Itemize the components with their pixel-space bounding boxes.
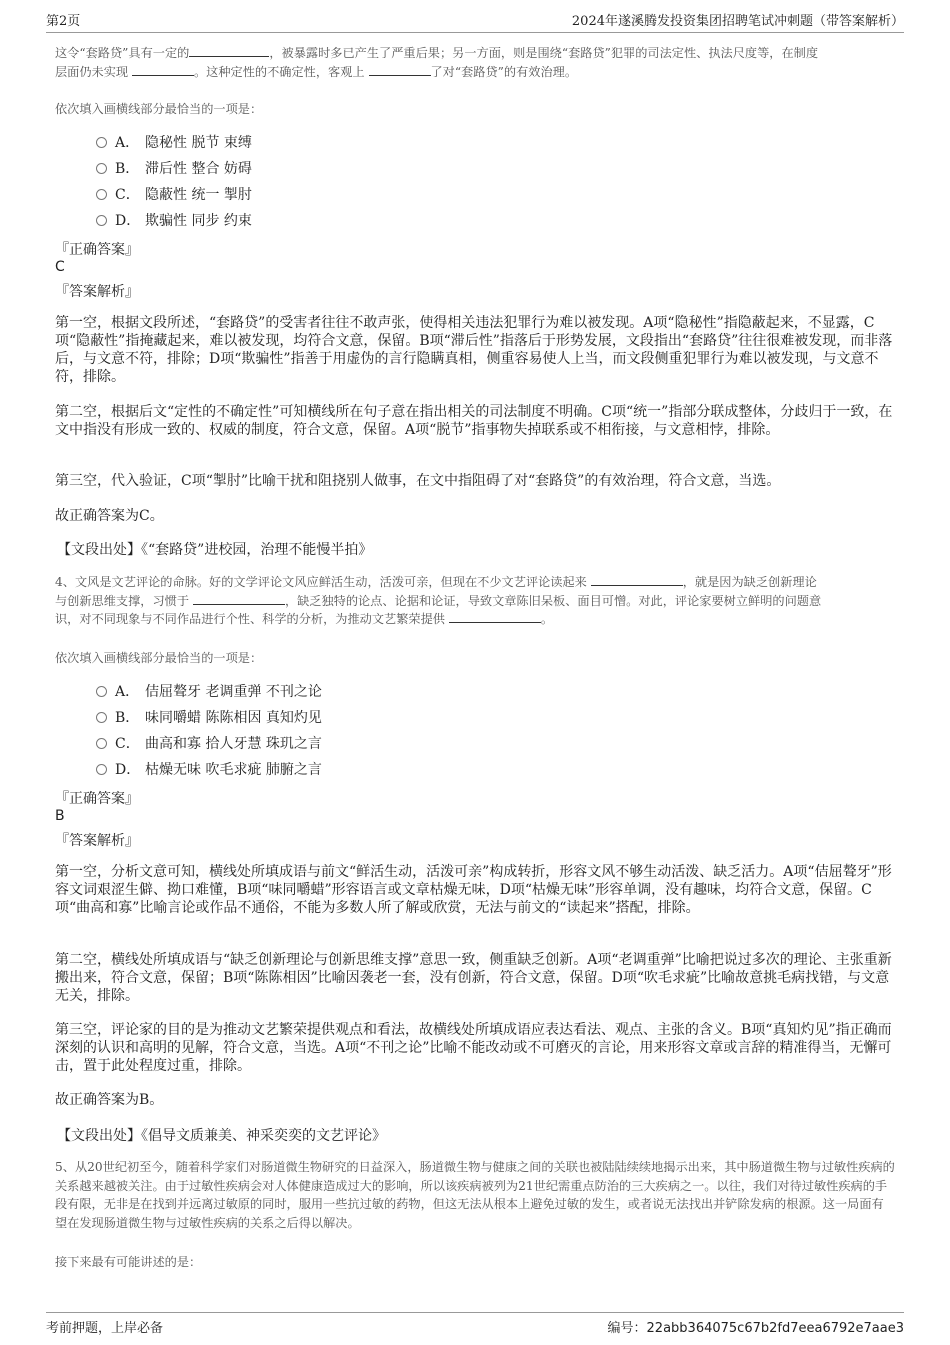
q4-analysis-1: 第一空，分析文意可知，横线处所填成语与前文“鲜活生动，活泼可亲”构成转折，形容文风不够生动活泼、缺乏活力。A项“佶屈聱牙”形容文词艰涩生僻、拗口难懂，B项“味同嚼蜡”形容语言或文章枯燥无味，D项“枯燥无味”形容单调，没有趣味，均符合文意，保留。C项“曲高和寡”比喻言论或作品不通俗，不能为多数人所了解或欣赏，无法与前文的“读起来”搭配，排除。 [55, 864, 892, 916]
q4-text-4: ，缺乏独特的论点、论据和论证，导致文章陈旧呆板、面目可憎。对此，评论家要树立鲜明的问题意 [284, 593, 822, 608]
q5-passage: 5、从20世纪初至今，随着科学家们对肠道微生物研究的日益深入，肠道微生物与健康之间的关联也被陆陆续续地揭示出来，其中肠道微生物与过敏性疾病的关系越来越被关注。由于过敏性疾病会对人体健康造成过大的影响，所以该疾病被列为21世纪需重点防治的三大疾病之一。以往，我们对待过敏性疾病的手段有限，无非是在找到并远离过敏原的同时，服用一些抗过敏的药物，但这无法从根本上避免过敏的发生，或者说无法找出并铲除发病的根源。这一局面有望在发现肠道微生物与过敏性疾病的关系之后得以解决。 [55, 1160, 895, 1230]
q4-text-5: 识，对不同现象与不同作品进行个性、科学的分析，为推动文艺繁荣提供 [55, 612, 445, 626]
option-text: 滞后性 整合 妨碍 [145, 161, 252, 177]
q4-analysis-label: 『答案解析』 [55, 833, 139, 849]
q4-blank-3 [449, 610, 541, 623]
q5-prompt: 接下来最有可能讲述的是： [55, 1255, 202, 1269]
q3-blank-2 [132, 63, 194, 76]
option-text: 味同嚼蜡 陈陈相因 真知灼见 [145, 710, 322, 726]
radio-icon[interactable] [96, 738, 107, 749]
document-code-label: 编号： [607, 1321, 647, 1336]
footer-slogan: 考前押题，上岸必备 [46, 1321, 164, 1336]
q4-option-b[interactable] [96, 707, 322, 729]
q3-text-4: 。这种定性的不确定性，客观上 [194, 64, 365, 79]
document-code [608, 1317, 904, 1336]
q3-option-d[interactable] [96, 210, 252, 232]
q3-option-a[interactable] [96, 132, 252, 154]
document-code-value: 22abb364075c67b2fd7eea6792e7aae3 [646, 1321, 904, 1336]
option-text: 佶屈聱牙 老调重弹 不刊之论 [145, 684, 322, 700]
q3-analysis-2: 第二空，根据后文“定性的不确定性”可知横线所在句子意在指出相关的司法制度不明确。C项“统一”指部分联成整体，分歧归于一致，在文中指没有形成一致的、权威的制度，符合文意，保留。A项“脱节”指事物失掉联系或不相衔接，与文意相悖，排除。 [55, 404, 893, 438]
q3-blank-1 [189, 44, 269, 57]
q3-answer-label: 『正确答案』 [55, 242, 139, 258]
radio-icon[interactable] [96, 137, 107, 148]
q4-text-3: 与创新思维支撑，习惯于 [55, 593, 190, 608]
q4-option-d[interactable] [96, 759, 322, 781]
q3-option-c[interactable] [96, 184, 252, 206]
option-letter: D． [115, 762, 141, 778]
q4-text-6: 。 [540, 612, 554, 626]
q4-analysis-3: 第三空，评论家的目的是为推动文艺繁荣提供观点和看法，故横线处所填成语应表达看法、观点、主张的含义。B项“真知灼见”指正确而深刻的认识和高明的见解，符合文意，当选。A项“不刊之论”比喻不能改动或不可磨灭的言论，用来形容文章或言辞的精准得当，无懈可击，置于此处程度过重，排除。 [55, 1022, 892, 1074]
q4-source: 【文段出处】《倡导文质兼美、神采奕奕的文艺评论》 [57, 1128, 386, 1144]
page-number: 第2页 [46, 14, 81, 29]
q3-analysis-3: 第三空，代入验证，C项“掣肘”比喻干扰和阻挠别人做事，在文中指阻碍了对“套路贷”的有效治理，符合文意，当选。 [55, 473, 781, 489]
option-letter: C． [115, 736, 140, 752]
radio-icon[interactable] [96, 215, 107, 226]
q3-text-2: ，被暴露时多已产生了严重后果；另一方面，则是围绕“套路贷”犯罪的司法定性、执法尺度等，在制度 [269, 46, 819, 60]
q4-passage [55, 573, 895, 629]
q3-analysis-label: 『答案解析』 [55, 284, 139, 300]
option-letter: D． [115, 213, 141, 229]
q4-answer: B [55, 808, 65, 824]
option-text: 曲高和寡 拾人牙慧 珠玑之言 [145, 736, 322, 752]
radio-icon[interactable] [96, 686, 107, 697]
q4-option-a[interactable] [96, 681, 322, 703]
q3-passage [55, 44, 895, 81]
q4-prompt: 依次填入画横线部分最恰当的一项是： [55, 651, 263, 665]
q4-text-2: ，就是因为缺乏创新理论 [682, 575, 817, 589]
radio-icon[interactable] [96, 764, 107, 775]
page-header [46, 10, 904, 33]
q3-analysis-4: 故正确答案为C。 [55, 508, 164, 524]
option-letter: B． [115, 710, 140, 726]
option-text: 隐秘性 脱节 束缚 [145, 135, 252, 151]
q3-option-b[interactable] [96, 158, 252, 180]
q3-analysis-1: 第一空，根据文段所述，“套路贷”的受害者往往不敢声张，使得相关违法犯罪行为难以被发现。A项“隐秘性”指隐蔽起来，不显露，C项“隐蔽性”指掩藏起来，难以被发现，均符合文意，保留。B项“滞后性”指落后于形势发展，文段指出“套路贷”往往很难被发现，而非落后，与文意不符，排除；D项“欺骗性”指善于用虚伪的言行隐瞒真相，侧重容易使人上当，而文段侧重犯罪行为难以被发现，与文意不符，排除。 [55, 315, 893, 385]
q4-blank-2 [193, 592, 285, 605]
q3-text-1: 这令“套路贷”具有一定的 [55, 46, 190, 60]
option-text: 欺骗性 同步 约束 [145, 213, 252, 229]
option-letter: C． [115, 187, 140, 203]
option-text: 枯燥无味 吹毛求疵 肺腑之言 [145, 762, 322, 778]
q4-blank-1 [591, 573, 683, 586]
q3-prompt: 依次填入画横线部分最恰当的一项是： [55, 102, 263, 116]
radio-icon[interactable] [96, 189, 107, 200]
q4-text-1: 4、文风是文艺评论的命脉。好的文学评论文风应鲜活生动，活泼可亲，但现在不少文艺评论读起来 [55, 575, 587, 589]
radio-icon[interactable] [96, 163, 107, 174]
page-footer [46, 1312, 904, 1341]
q3-text-5: 了对“套路贷”的有效治理。 [430, 64, 578, 79]
option-letter: B． [115, 161, 140, 177]
q3-blank-3 [369, 63, 431, 76]
radio-icon[interactable] [96, 712, 107, 723]
option-text: 隐蔽性 统一 掣肘 [145, 187, 252, 203]
q4-analysis-4: 故正确答案为B。 [55, 1092, 164, 1108]
q3-text-3: 层面仍未实现 [55, 64, 129, 79]
q4-analysis-2: 第二空，横线处所填成语与“缺乏创新理论与创新思维支撑”意思一致，侧重缺乏创新。A项“老调重弹”比喻把说过多次的理论、主张重新搬出来，符合文意，保留；B项“陈陈相因”比喻因袭老一套，没有创新，符合文意，保留。D项“吹毛求疵”比喻故意挑毛病找错，与文意无关，排除。 [55, 952, 892, 1004]
q3-answer: C [55, 259, 65, 275]
option-letter: A． [115, 684, 140, 700]
q4-answer-label: 『正确答案』 [55, 791, 139, 807]
document-title: 2024年遂溪腾发投资集团招聘笔试冲刺题（带答案解析） [571, 14, 904, 29]
q4-option-c[interactable] [96, 733, 322, 755]
q3-source: 【文段出处】《“套路贷”进校园，治理不能慢半拍》 [57, 542, 373, 558]
option-letter: A． [115, 135, 140, 151]
